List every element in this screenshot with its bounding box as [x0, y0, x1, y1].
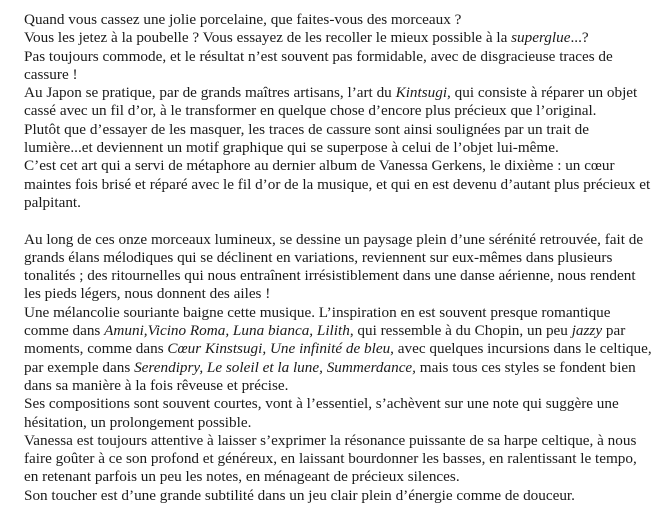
- italic-run: jazzy: [571, 322, 603, 340]
- paragraph-compositions: [24, 395, 654, 432]
- text-run: , avec quelques incursions dans le celtique, par exemple dans: [24, 340, 652, 376]
- paragraph-album: [24, 157, 654, 212]
- text-run: Ses compositions sont souvent courtes, vont à l’essentiel, s’achèvent sur une note qui suggère une hésitation, un prolongement possible.: [24, 395, 619, 431]
- text-run: par moments, comme dans: [24, 322, 626, 358]
- paragraph-commode: [24, 48, 654, 85]
- paragraph-lumiere: [24, 121, 654, 158]
- text-run: Plutôt que d’essayer de les masquer, les traces de cassure sont ainsi soulignées par un trait de lumière...et deviennent un motif graphique qui se superpose à celui de l’objet lui-même.: [24, 120, 589, 157]
- italic-run: superglue: [511, 29, 571, 47]
- italic-run: Amuni,Vicino Roma, Luna bianca, Lilith: [104, 322, 350, 340]
- text-run: , qui consiste à réparer un objet cassé avec un fil d’or, à le transformer en quelque chose d’encore plus précieux que l’original.: [24, 84, 638, 120]
- article-body: [24, 11, 654, 505]
- text-run: Au Japon se pratique, par de grands maîtres artisans, l’art du: [24, 84, 396, 102]
- paragraph-porcelaine: [24, 11, 654, 29]
- text-run: Vanessa est toujours attentive à laisser s’exprimer la résonance puissante de sa harpe celtique, à nous faire goûter à ce son profond et généreux, en laissant bourdonner les basses, en ralentissant le tempo, en retenant parfois un peu les notes, en ménageant de précieux silences.: [24, 431, 637, 486]
- text-run: Son toucher est d’une grande subtilité dans un jeu clair plein d’énergie comme de douceur.: [24, 486, 575, 504]
- italic-run: Serendipry, Le soleil et la lune, Summerdance,: [134, 358, 416, 376]
- text-run: Quand vous cassez une jolie porcelaine, que faites-vous des morceaux ?: [24, 11, 462, 28]
- text-run: Au long de ces onze morceaux lumineux, se dessine un paysage plein d’une sérénité retrouvée, fait de grands élans mélodiques qui se déclinent en variations, reviennent sur eux-mêmes dans plusieurs tonalités ; des ritournelles qui nous entraînent irrésistiblement dans une danse aérienne, nous rendent les pieds légers, nous donnent des ailes !: [24, 230, 644, 303]
- paragraph-poubelle: [24, 29, 654, 47]
- paragraph-morceaux: [24, 231, 654, 304]
- text-run: C’est cet art qui a servi de métaphore au dernier album de Vanessa Gerkens, le dixième : un cœur maintes fois brisé et réparé avec le fil d’or de la musique, et qui en est devenu d’autant plus précieux et palpitant.: [24, 157, 651, 211]
- text-run: Pas toujours commode, et le résultat n’est souvent pas formidable, avec de disgracieuse traces de cassure !: [24, 47, 613, 83]
- text-run: Une mélancolie souriante baigne cette musique. L’inspiration en est souvent presque romantique comme dans: [24, 303, 611, 340]
- paragraph-melancolie: [24, 304, 654, 395]
- text-run: Vous les jetez à la poubelle ? Vous essayez de les recoller le mieux possible à la: [24, 29, 512, 47]
- italic-run: Kintsugi: [395, 84, 448, 102]
- text-run: , qui ressemble à du Chopin, un peu: [349, 322, 572, 340]
- paragraph-harpe: [24, 432, 654, 487]
- paragraph-spacer: [24, 212, 654, 230]
- text-run: mais tous ces styles se fondent bien dans sa manière à la fois rêveuse et précise.: [24, 358, 636, 394]
- paragraph-kintsugi: [24, 84, 654, 121]
- paragraph-toucher: [24, 487, 654, 505]
- text-run: ...?: [570, 29, 589, 47]
- italic-run: Cœur Kinstsugi, Une infinité de bleu: [167, 340, 391, 358]
